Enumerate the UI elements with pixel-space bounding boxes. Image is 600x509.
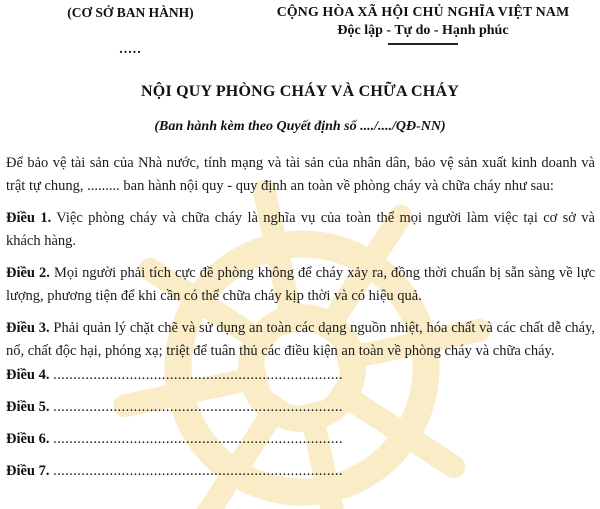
article-4-blank <box>6 364 595 387</box>
document-body <box>0 152 600 492</box>
article-5-label: Điều 5. <box>6 399 50 415</box>
article-7-dots: ........................................................................ <box>53 463 343 479</box>
article-5-dots: ........................................................................ <box>53 399 343 415</box>
article-2 <box>6 262 595 308</box>
article-6-dots: ........................................................................ <box>53 431 343 447</box>
article-6-blank <box>6 428 595 451</box>
page-title: NỘI QUY PHÒNG CHÁY VÀ CHỮA CHÁY <box>141 83 459 100</box>
national-motto: Độc lập - Tự do - Hạnh phúc <box>337 23 509 38</box>
motto-divider <box>388 43 458 45</box>
article-4-dots: ........................................................................ <box>53 367 343 383</box>
article-2-label: Điều 2. <box>6 265 50 281</box>
article-6-label: Điều 6. <box>6 431 50 447</box>
article-1 <box>6 207 595 253</box>
article-1-label: Điều 1. <box>6 210 52 226</box>
article-3-label: Điều 3. <box>6 320 50 336</box>
issuing-organization: (CƠ SỞ BAN HÀNH) <box>67 5 194 20</box>
article-3-text: Phải quản lý chặt chẽ và sử dụng an toàn các dạng nguồn nhiệt, hóa chất và các chất dễ cháy, nổ, chất độc hại, phóng xạ; triệt để tuân thủ các điều kiện an toàn về phòng cháy và chữa cháy. <box>6 320 596 359</box>
issuing-organization-dots: ..... <box>119 42 142 57</box>
intro-paragraph: Để bảo vệ tài sản của Nhà nước, tính mạng và tài sản của nhân dân, bảo vệ sản xuất kinh doanh và trật tự chung, ......... ban hành nội quy - quy định an toàn về phòng cháy và chữa cháy như sau: <box>6 155 595 194</box>
article-5-blank <box>6 396 595 419</box>
article-7-label: Điều 7. <box>6 463 50 479</box>
page-subtitle: (Ban hành kèm theo Quyết định số ..../..../QĐ-NN) <box>154 119 446 134</box>
national-title: CỘNG HÒA XÃ HỘI CHỦ NGHĨA VIỆT NAM <box>276 4 570 19</box>
article-7-blank <box>6 460 595 483</box>
national-header <box>256 4 590 45</box>
article-3 <box>6 317 595 363</box>
article-2-text: Mọi người phải tích cực đề phòng không để cháy xảy ra, đồng thời chuẩn bị sẵn sàng về lực lượng, phương tiện để khi cần có thể chữa cháy kịp thời và có hiệu quả. <box>6 265 595 304</box>
article-4-label: Điều 4. <box>6 367 50 383</box>
article-1-text: Việc phòng cháy và chữa cháy là nghĩa vụ của toàn thể mọi người làm việc tại cơ sở và khách hàng. <box>6 210 595 249</box>
